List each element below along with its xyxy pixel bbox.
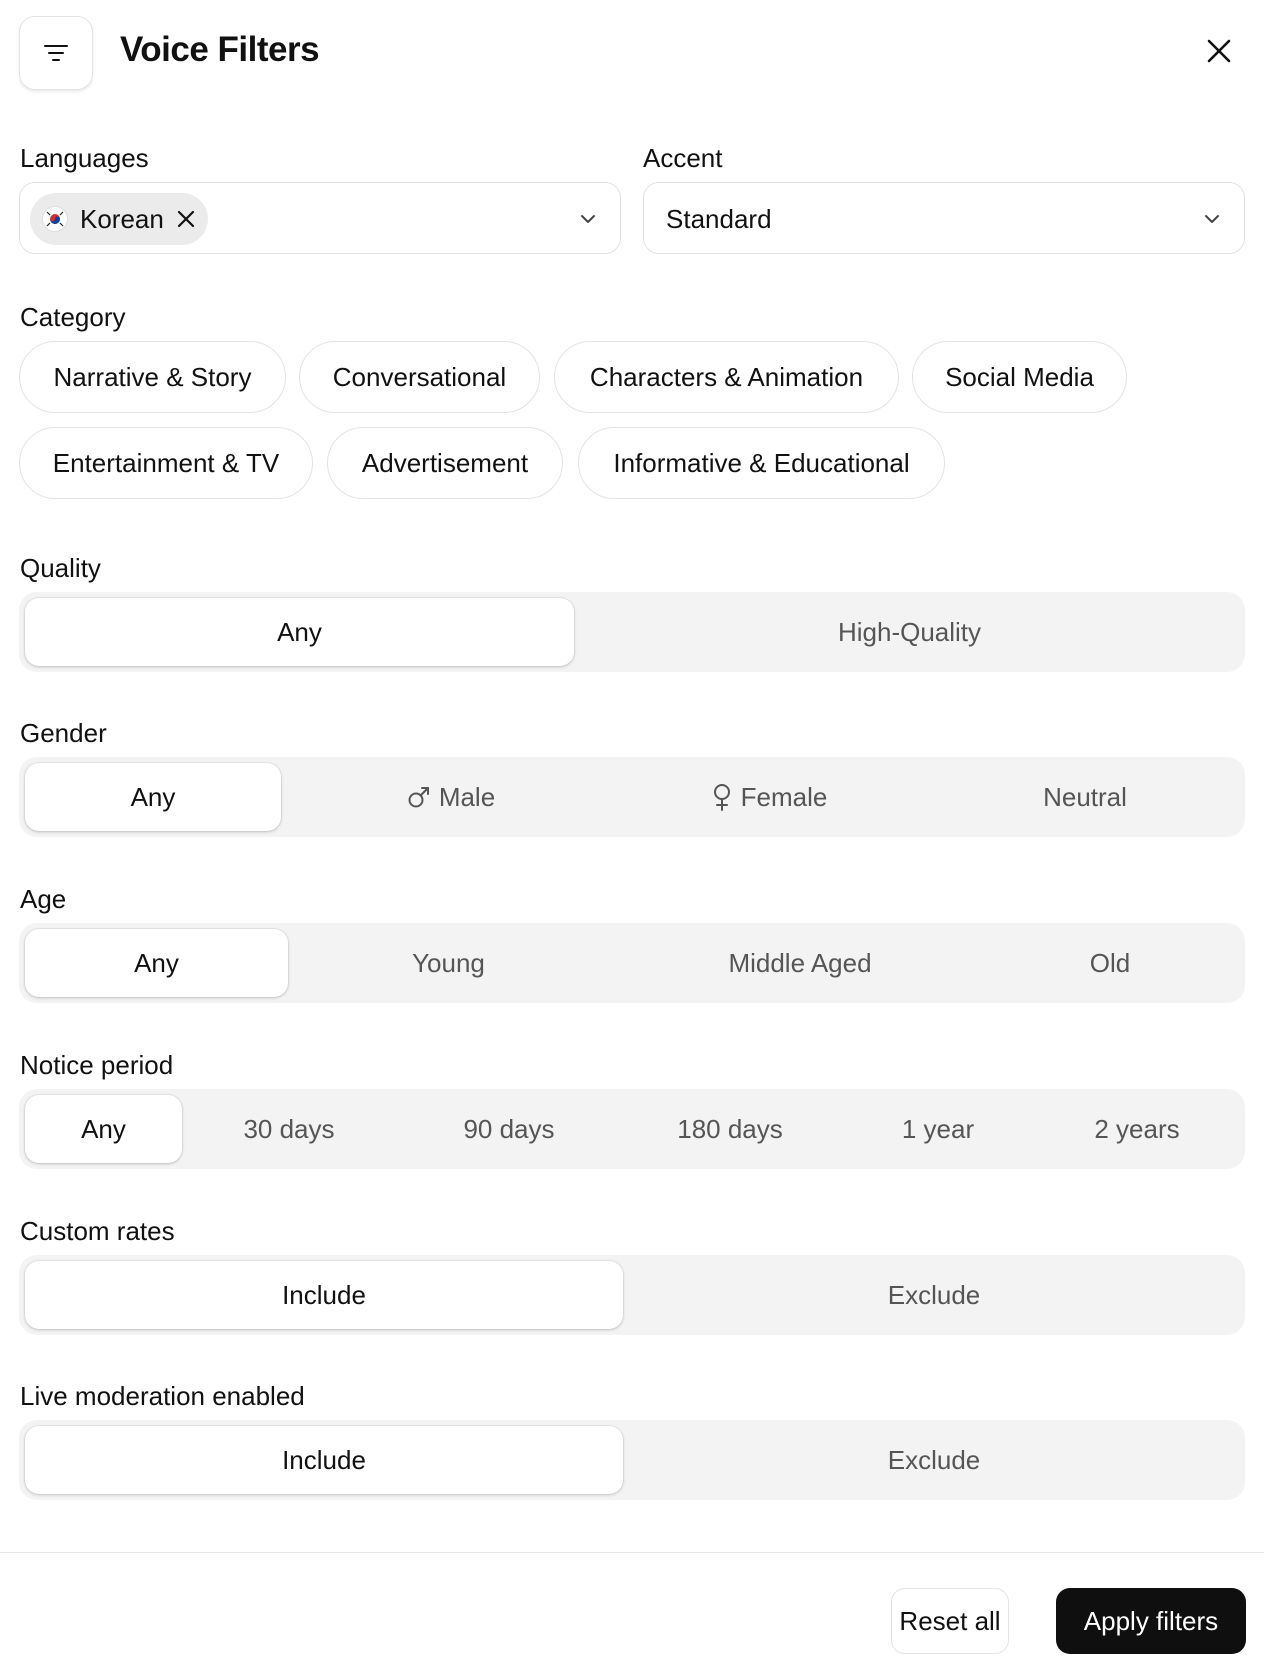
chevron-down-icon <box>1202 209 1222 234</box>
category-informative-educational[interactable]: Informative & Educational <box>578 427 945 499</box>
panel-header <box>0 0 1264 110</box>
gender-segmented-control <box>19 757 1245 837</box>
category-label: Category <box>20 302 126 332</box>
live-moderation-label: Live moderation enabled <box>20 1381 305 1411</box>
category-social-media[interactable]: Social Media <box>912 341 1127 413</box>
gender-option-any[interactable]: Any <box>25 763 281 831</box>
category-advertisement[interactable]: Advertisement <box>327 427 563 499</box>
apply-filters-button[interactable]: Apply filters <box>1056 1588 1246 1654</box>
live-moderation-option-exclude[interactable]: Exclude <box>887 1444 981 1475</box>
age-option-middle-aged[interactable]: Middle Aged <box>728 947 872 978</box>
custom-rates-option-exclude[interactable]: Exclude <box>887 1279 981 1310</box>
category-entertainment-tv[interactable]: Entertainment & TV <box>19 427 313 499</box>
south-korea-flag-icon <box>42 206 68 232</box>
footer-divider <box>0 1552 1264 1553</box>
chevron-down-icon <box>578 209 598 234</box>
age-option-any[interactable]: Any <box>25 929 288 997</box>
gender-option-female[interactable] <box>613 763 925 831</box>
category-conversational[interactable]: Conversational <box>299 341 540 413</box>
gender-option-neutral[interactable]: Neutral <box>1043 781 1127 812</box>
notice-option-30-days[interactable]: 30 days <box>243 1113 335 1144</box>
notice-period-segmented-control <box>19 1089 1245 1169</box>
notice-period-label: Notice period <box>20 1050 174 1080</box>
gender-option-male[interactable] <box>295 763 607 831</box>
quality-label: Quality <box>20 553 101 583</box>
accent-label: Accent <box>643 143 723 173</box>
female-symbol-icon <box>711 783 733 811</box>
accent-value: Standard <box>666 204 772 234</box>
filter-toggle-button[interactable] <box>19 16 93 90</box>
quality-option-any[interactable]: Any <box>25 598 574 666</box>
category-narrative-story[interactable]: Narrative & Story <box>19 341 286 413</box>
custom-rates-option-include[interactable]: Include <box>25 1261 623 1329</box>
notice-option-2-years[interactable]: 2 years <box>1094 1113 1180 1144</box>
male-symbol-icon <box>407 785 431 809</box>
notice-option-1-year[interactable]: 1 year <box>901 1113 975 1144</box>
age-segmented-control <box>19 923 1245 1003</box>
remove-chip-icon[interactable] <box>176 209 196 229</box>
filter-lines-icon <box>43 43 69 63</box>
gender-female-label: Female <box>740 781 828 812</box>
live-moderation-segmented-control <box>19 1420 1245 1500</box>
age-label: Age <box>20 884 67 914</box>
live-moderation-option-include[interactable]: Include <box>25 1426 623 1494</box>
age-option-young[interactable]: Young <box>412 947 485 978</box>
language-chip-korean <box>30 193 208 245</box>
gender-male-label: Male <box>438 781 496 812</box>
language-chip-label: Korean <box>80 203 164 234</box>
reset-all-button[interactable]: Reset all <box>891 1588 1009 1654</box>
custom-rates-segmented-control <box>19 1255 1245 1335</box>
languages-label: Languages <box>20 143 149 173</box>
accent-select[interactable] <box>643 182 1245 254</box>
notice-option-180-days[interactable]: 180 days <box>677 1113 783 1144</box>
custom-rates-label: Custom rates <box>20 1216 175 1246</box>
quality-option-high-quality[interactable]: High-Quality <box>837 616 982 647</box>
close-button[interactable] <box>1198 30 1240 72</box>
gender-label: Gender <box>20 718 107 748</box>
languages-select[interactable] <box>19 182 621 254</box>
quality-segmented-control <box>19 592 1245 672</box>
panel-title: Voice Filters <box>120 30 320 69</box>
notice-option-any[interactable]: Any <box>25 1095 182 1163</box>
category-characters-animation[interactable]: Characters & Animation <box>554 341 899 413</box>
notice-option-90-days[interactable]: 90 days <box>463 1113 555 1144</box>
close-icon <box>1206 38 1232 64</box>
age-option-old[interactable]: Old <box>1089 947 1131 978</box>
